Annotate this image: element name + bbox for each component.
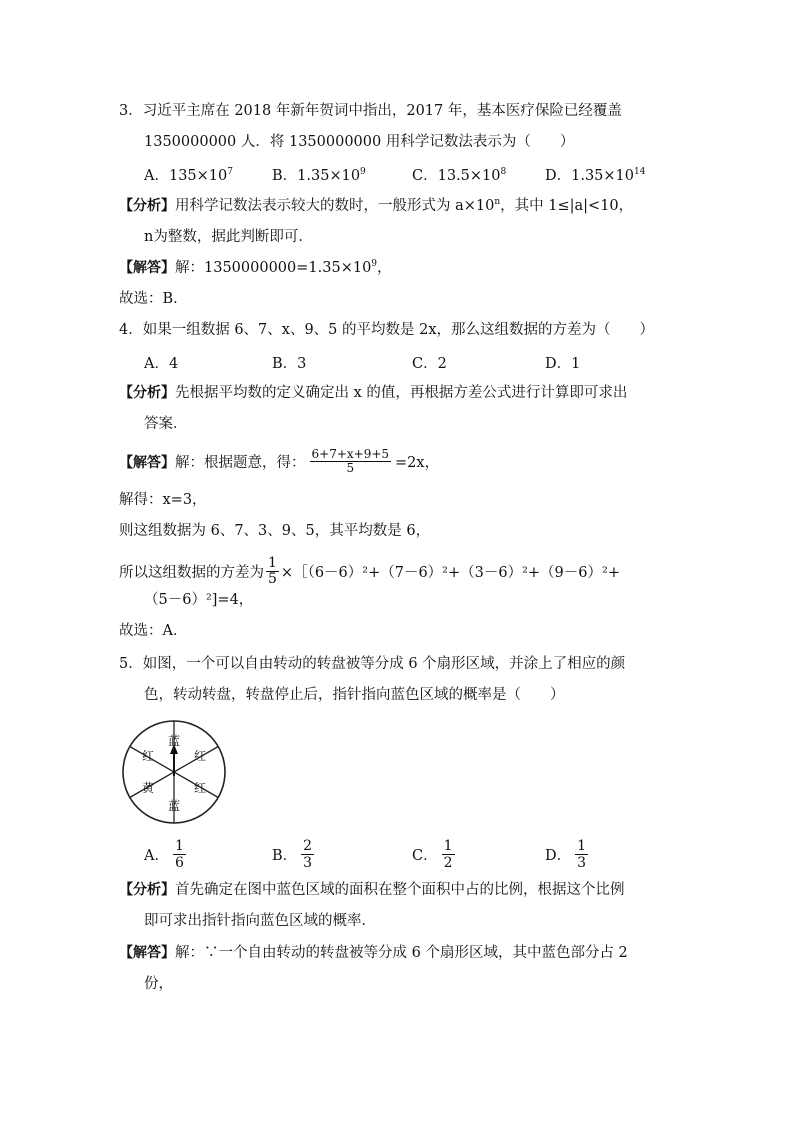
answer-tag: 【解答】 <box>119 454 175 471</box>
q4-option-c: C．2 <box>412 356 447 372</box>
answer-tag: 【解答】 <box>119 945 175 961</box>
q5-answer-line1: 【解答】解：∵一个自由转动的转盘被等分成 6 个扇形区域，其中蓝色部分占 2 <box>119 945 628 961</box>
q3-stem-line1: 3．习近平主席在 2018 年新年贺词中指出，2017 年，基本医疗保险已经覆盖 <box>119 103 622 119</box>
fraction: $\frac{1}{5}$ <box>268 555 277 587</box>
q5-stem-line1: 5．如图，一个可以自由转动的转盘被等分成 6 个扇形区域，并涂上了相应的颜 <box>119 656 626 672</box>
spinner-figure <box>120 718 228 826</box>
q4-stem-line1: 4．如果一组数据 6、7、x、9、5 的平均数是 2x，那么这组数据的方差为（ ） <box>119 322 655 338</box>
q5-option-a: A． $\frac{1}{6}$ <box>144 838 184 871</box>
q5-option-b: B． $\frac{2}{3}$ <box>272 838 313 871</box>
analysis-tag: 【分析】 <box>119 882 175 898</box>
q4-analysis-line2: 答案． <box>144 416 188 432</box>
q5-answer-line2: 份， <box>144 976 173 992</box>
q3-choice: 故选：B． <box>119 291 188 307</box>
q5-stem-line2: 色，转动转盘，转盘停止后，指针指向蓝色区域的概率是（ ） <box>144 687 565 703</box>
spinner-label: 红 <box>141 749 155 763</box>
fraction: $\frac{6+7+x+9+5}{5}$ <box>311 447 390 475</box>
q3-option-d: D．$1.35\times 10^{14}$ <box>545 167 646 184</box>
q4-choice: 故选：A． <box>119 623 188 639</box>
fraction: $\frac{1}{2}$ <box>443 838 453 871</box>
analysis-tag: 【分析】 <box>119 198 175 214</box>
q4-solve-line: 解得：x=3， <box>119 492 207 508</box>
q4-answer-line: 【解答】 解：根据题意，得： $\frac{6+7+x+9+5}{5}$ =2x， <box>119 447 440 475</box>
q4-analysis-line1: 【分析】先根据平均数的定义确定出 x 的值，再根据方差公式进行计算即可求出 <box>119 385 628 401</box>
fraction: $\frac{1}{3}$ <box>577 838 587 871</box>
spinner-label: 黄 <box>141 781 155 795</box>
analysis-tag: 【分析】 <box>119 385 175 401</box>
q5-option-c: C． $\frac{1}{2}$ <box>412 838 453 871</box>
q5-analysis-line1: 【分析】首先确定在图中蓝色区域的面积在整个面积中占的比例，根据这个比例 <box>119 882 625 898</box>
q4-data-line: 则这组数据为 6、7、3、9、5，其平均数是 6， <box>119 523 431 539</box>
q3-stem-line2: 1350000000 人．将 1350000000 用科学记数法表示为（ ） <box>144 134 575 150</box>
q5-analysis-line2: 即可求出指针指向蓝色区域的概率． <box>144 913 376 929</box>
q4-option-d: D．1 <box>545 356 581 372</box>
q5-option-d: D． $\frac{1}{3}$ <box>545 838 587 871</box>
q3-analysis-line2: n为整数，据此判断即可． <box>144 229 313 245</box>
q4-variance-line1: 所以这组数据的方差为 $\frac{1}{5}$ ×［（6－6）²+（7－6）²+（3－6）²+（9－6）²+ <box>119 555 620 587</box>
fraction: $\frac{2}{3}$ <box>303 838 313 871</box>
q4-option-b: B．3 <box>272 356 307 372</box>
q3-option-c: C．$13.5\times 10^8$ <box>412 167 507 184</box>
q4-variance-line2: （5－6）²]=4， <box>144 592 254 608</box>
spinner-label: 红 <box>193 749 207 763</box>
spinner-label: 红 <box>193 781 207 795</box>
q3-analysis-line1: 【分析】用科学记数法表示较大的数时，一般形式为 $a\times 10^n$，其中 1≤|a|<10， <box>119 197 634 214</box>
q3-option-a: A．$135\times 10^7$ <box>144 167 233 184</box>
spinner-pointer <box>170 744 178 776</box>
answer-tag: 【解答】 <box>119 260 175 276</box>
spinner-label: 蓝 <box>167 734 181 748</box>
q3-option-b: B．$1.35\times 10^9$ <box>272 167 366 184</box>
spinner-label: 蓝 <box>167 799 181 813</box>
q3-answer-line: 【解答】解：$1350000000=1.35\times 10^9$， <box>119 259 392 276</box>
fraction: $\frac{1}{6}$ <box>174 838 184 871</box>
q4-option-a: A．4 <box>144 356 179 372</box>
